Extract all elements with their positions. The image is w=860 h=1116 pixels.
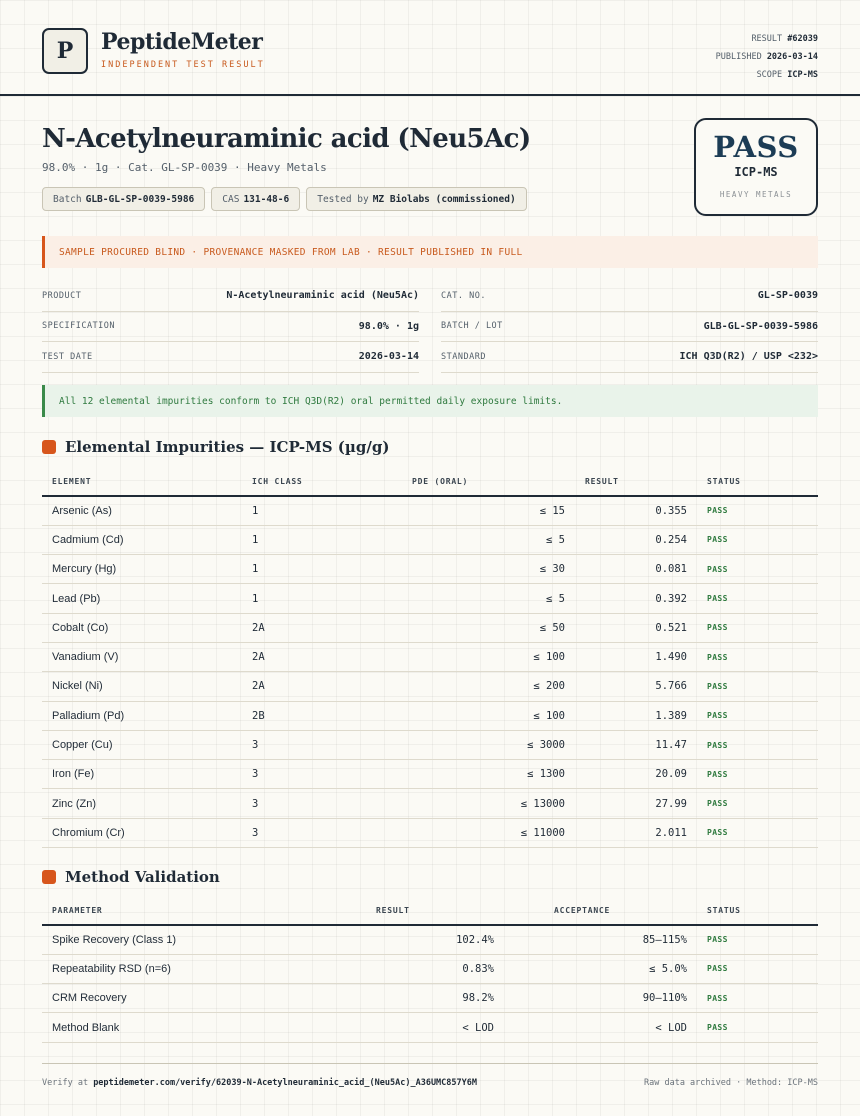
validation-table xyxy=(42,896,818,1043)
ich-class: 1 xyxy=(242,555,402,584)
verify-line: Verify at peptidemeter.com/verify/62039-N-Acetylneuraminic_acid_(Neu5Ac)_A36UMC857Y6M xyxy=(42,1078,477,1088)
result-value: 11.47 xyxy=(575,730,697,759)
pde-limit: ≤ 5 xyxy=(402,584,575,613)
table-row xyxy=(42,496,818,525)
parameter-name: Spike Recovery (Class 1) xyxy=(42,925,312,954)
footer xyxy=(42,1063,818,1088)
col-acceptance: ACCEPTANCE xyxy=(504,896,697,925)
batch-chip: Batch GLB-GL-SP-0039-5986 xyxy=(42,187,205,211)
table-row xyxy=(42,584,818,613)
ich-class: 2A xyxy=(242,672,402,701)
ich-class: 3 xyxy=(242,789,402,818)
acceptance-criteria: 90–110% xyxy=(504,984,697,1013)
verify-link[interactable]: peptidemeter.com/verify/62039-N-Acetylneuraminic_acid_(Neu5Ac)_A36UMC857Y6M xyxy=(93,1078,477,1088)
published-date: 2026-03-14 xyxy=(766,52,818,62)
status-badge: PASS xyxy=(697,672,818,701)
info-cat-no: CAT. NO. GL-SP-0039 xyxy=(441,281,818,312)
table-header-row xyxy=(42,467,818,496)
element-name: Mercury (Hg) xyxy=(42,555,242,584)
table-row xyxy=(42,984,818,1013)
pde-limit: ≤ 100 xyxy=(402,701,575,730)
element-name: Nickel (Ni) xyxy=(42,672,242,701)
impurities-heading: Elemental Impurities — ICP-MS (µg/g) xyxy=(42,438,389,456)
pde-limit: ≤ 50 xyxy=(402,613,575,642)
table-row xyxy=(42,672,818,701)
page-title: N-Acetylneuraminic acid (Neu5Ac) xyxy=(42,124,531,154)
status-badge: PASS xyxy=(697,760,818,789)
status-badge: PASS xyxy=(697,496,818,525)
table-header-row xyxy=(42,896,818,925)
status-badge: PASS xyxy=(697,525,818,554)
pde-limit: ≤ 200 xyxy=(402,672,575,701)
col-status: STATUS xyxy=(697,467,818,496)
parameter-name: Repeatability RSD (n=6) xyxy=(42,954,312,983)
element-name: Cadmium (Cd) xyxy=(42,525,242,554)
section-marker-icon xyxy=(42,440,56,454)
header xyxy=(0,0,860,96)
table-row xyxy=(42,954,818,983)
pde-limit: ≤ 11000 xyxy=(402,818,575,847)
info-test-date: TEST DATE 2026-03-14 xyxy=(42,342,419,373)
status-badge: PASS xyxy=(697,954,818,983)
impurities-table xyxy=(42,467,818,848)
ich-class: 3 xyxy=(242,818,402,847)
table-row xyxy=(42,642,818,671)
element-name: Palladium (Pd) xyxy=(42,701,242,730)
table-row xyxy=(42,760,818,789)
element-name: Iron (Fe) xyxy=(42,760,242,789)
result-value: 0.521 xyxy=(575,613,697,642)
stamp-method: ICP-MS xyxy=(734,165,778,179)
element-name: Vanadium (V) xyxy=(42,642,242,671)
ich-class: 1 xyxy=(242,496,402,525)
result-value: 1.389 xyxy=(575,701,697,730)
result-value: 0.355 xyxy=(575,496,697,525)
ich-class: 3 xyxy=(242,730,402,759)
status-badge: PASS xyxy=(697,1013,818,1042)
page-subtitle: 98.0% · 1g · Cat. GL-SP-0039 · Heavy Metals xyxy=(42,161,327,174)
pde-limit: ≤ 1300 xyxy=(402,760,575,789)
parameter-name: Method Blank xyxy=(42,1013,312,1042)
table-row xyxy=(42,1013,818,1042)
scope-value: ICP-MS xyxy=(787,70,818,80)
result-value: 27.99 xyxy=(575,789,697,818)
col-element: ELEMENT xyxy=(42,467,242,496)
element-name: Copper (Cu) xyxy=(42,730,242,759)
col-result: RESULT xyxy=(575,467,697,496)
pde-limit: ≤ 100 xyxy=(402,642,575,671)
result-value: 0.254 xyxy=(575,525,697,554)
ich-class: 3 xyxy=(242,760,402,789)
table-row xyxy=(42,525,818,554)
result-value: < LOD xyxy=(312,1013,504,1042)
status-badge: PASS xyxy=(697,789,818,818)
acceptance-criteria: 85–115% xyxy=(504,925,697,954)
result-value: 5.766 xyxy=(575,672,697,701)
conformance-notice: All 12 elemental impurities conform to ICH Q3D(R2) oral permitted daily exposure limits. xyxy=(42,385,818,417)
result-number: #62039 xyxy=(787,34,818,44)
result-value: 102.4% xyxy=(312,925,504,954)
status-badge: PASS xyxy=(697,818,818,847)
stamp-verdict: PASS xyxy=(713,130,799,164)
section-marker-icon xyxy=(42,870,56,884)
stamp-scope: HEAVY METALS xyxy=(719,190,793,199)
footer-note: Raw data archived · Method: ICP-MS xyxy=(644,1078,818,1088)
info-row xyxy=(42,342,818,373)
table-row xyxy=(42,789,818,818)
status-badge: PASS xyxy=(697,925,818,954)
result-value: 1.490 xyxy=(575,642,697,671)
result-value: 0.392 xyxy=(575,584,697,613)
chip-row xyxy=(42,187,527,211)
status-badge: PASS xyxy=(697,613,818,642)
col-ich-class: ICH CLASS xyxy=(242,467,402,496)
element-name: Lead (Pb) xyxy=(42,584,242,613)
impurities-body xyxy=(42,496,818,848)
acceptance-criteria: < LOD xyxy=(504,1013,697,1042)
info-grid xyxy=(42,281,818,373)
status-badge: PASS xyxy=(697,730,818,759)
tested-by-chip: Tested by MZ Biolabs (commissioned) xyxy=(306,187,526,211)
ich-class: 1 xyxy=(242,525,402,554)
status-badge: PASS xyxy=(697,642,818,671)
ich-class: 2A xyxy=(242,642,402,671)
procurement-banner: SAMPLE PROCURED BLIND · PROVENANCE MASKED FROM LAB · RESULT PUBLISHED IN FULL xyxy=(42,236,818,268)
pde-limit: ≤ 13000 xyxy=(402,789,575,818)
col-status: STATUS xyxy=(697,896,818,925)
result-label: RESULT xyxy=(751,34,783,44)
status-badge: PASS xyxy=(697,584,818,613)
table-row xyxy=(42,555,818,584)
element-name: Chromium (Cr) xyxy=(42,818,242,847)
result-value: 20.09 xyxy=(575,760,697,789)
pde-limit: ≤ 3000 xyxy=(402,730,575,759)
result-value: 2.011 xyxy=(575,818,697,847)
published-label: PUBLISHED xyxy=(715,52,762,62)
brand-name: PeptideMeter xyxy=(101,29,263,55)
table-row xyxy=(42,818,818,847)
ich-class: 1 xyxy=(242,584,402,613)
col-parameter: PARAMETER xyxy=(42,896,312,925)
cas-chip: CAS 131-48-6 xyxy=(211,187,300,211)
col-result: RESULT xyxy=(312,896,504,925)
ich-class: 2B xyxy=(242,701,402,730)
status-badge: PASS xyxy=(697,555,818,584)
col-pde: PDE (ORAL) xyxy=(402,467,575,496)
validation-body xyxy=(42,925,818,1042)
logo: P xyxy=(42,28,88,74)
table-row xyxy=(42,730,818,759)
pass-stamp xyxy=(694,118,818,216)
ich-class: 2A xyxy=(242,613,402,642)
info-row xyxy=(42,281,818,312)
pde-limit: ≤ 5 xyxy=(402,525,575,554)
info-row xyxy=(42,312,818,343)
element-name: Cobalt (Co) xyxy=(42,613,242,642)
pde-limit: ≤ 15 xyxy=(402,496,575,525)
result-value: 98.2% xyxy=(312,984,504,1013)
element-name: Arsenic (As) xyxy=(42,496,242,525)
table-row xyxy=(42,613,818,642)
table-row xyxy=(42,701,818,730)
status-badge: PASS xyxy=(697,701,818,730)
pde-limit: ≤ 30 xyxy=(402,555,575,584)
result-meta xyxy=(716,30,818,84)
acceptance-criteria: ≤ 5.0% xyxy=(504,954,697,983)
scope-label: SCOPE xyxy=(756,70,783,80)
element-name: Zinc (Zn) xyxy=(42,789,242,818)
result-value: 0.081 xyxy=(575,555,697,584)
info-product: PRODUCT N-Acetylneuraminic acid (Neu5Ac) xyxy=(42,281,419,312)
info-batch-lot: BATCH / LOT GLB-GL-SP-0039-5986 xyxy=(441,312,818,343)
info-standard: STANDARD ICH Q3D(R2) / USP <232> xyxy=(441,342,818,373)
validation-heading: Method Validation xyxy=(42,868,220,886)
brand-tagline: INDEPENDENT TEST RESULT xyxy=(101,60,265,70)
table-row xyxy=(42,925,818,954)
result-value: 0.83% xyxy=(312,954,504,983)
status-badge: PASS xyxy=(697,984,818,1013)
info-specification: SPECIFICATION 98.0% · 1g xyxy=(42,312,419,343)
parameter-name: CRM Recovery xyxy=(42,984,312,1013)
